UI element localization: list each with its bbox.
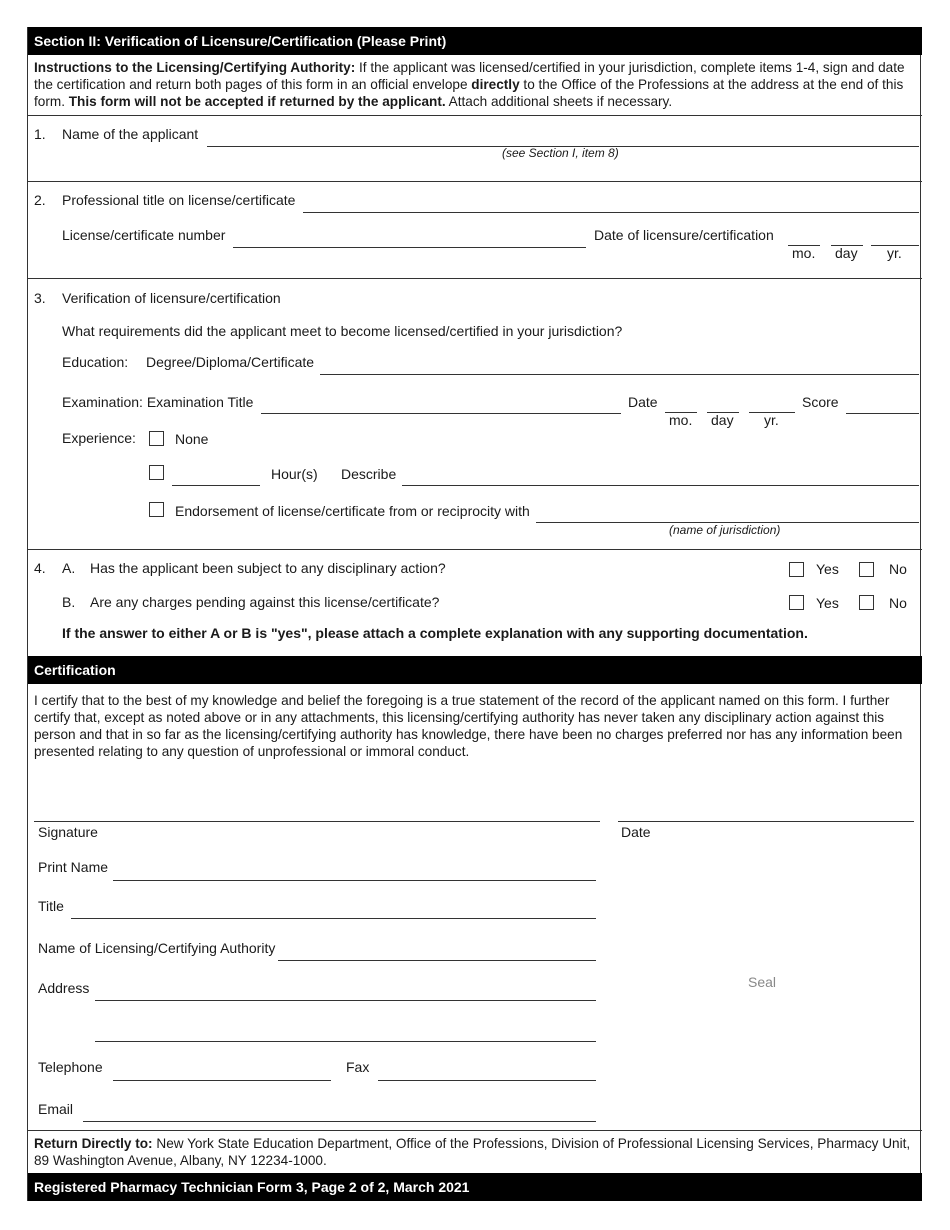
- experience-describe-field[interactable]: [402, 485, 919, 486]
- item3-number: 3.: [34, 290, 46, 306]
- signature-field[interactable]: [34, 821, 600, 822]
- question-b-no-checkbox[interactable]: [859, 595, 874, 610]
- item1-number: 1.: [34, 126, 46, 142]
- exam-score-field[interactable]: [846, 413, 919, 414]
- instructions-text-2: to the Office of the Professions at the address at the end of this form.: [34, 77, 904, 109]
- item1-note: (see Section I, item 8): [502, 146, 619, 160]
- divider: [28, 549, 922, 550]
- title-label: Title: [38, 898, 64, 914]
- telephone-label: Telephone: [38, 1059, 103, 1075]
- signature-date-field[interactable]: [618, 821, 914, 822]
- hours-label: Hour(s): [271, 466, 318, 482]
- email-field[interactable]: [83, 1121, 596, 1122]
- fax-label: Fax: [346, 1059, 370, 1075]
- question-a-no-label: No: [889, 561, 907, 577]
- month-caption: mo.: [669, 412, 693, 428]
- experience-none-label: None: [175, 431, 209, 447]
- authority-field[interactable]: [278, 960, 596, 961]
- day-caption: day: [711, 412, 734, 428]
- professional-title-field[interactable]: [303, 212, 919, 213]
- question-a-text: Has the applicant been subject to any disciplinary action?: [90, 560, 446, 576]
- instructions-warning: This form will not be accepted if returned by the applicant.: [68, 94, 446, 109]
- professional-title-label: Professional title on license/certificate: [62, 192, 296, 208]
- month-caption: mo.: [792, 245, 816, 261]
- year-caption: yr.: [764, 412, 779, 428]
- form-footer: Registered Pharmacy Technician Form 3, Page 2 of 2, March 2021: [28, 1173, 922, 1201]
- experience-label: Experience:: [62, 430, 136, 446]
- exam-title-field[interactable]: [261, 413, 621, 414]
- instructions: [34, 59, 914, 110]
- year-caption: yr.: [887, 245, 902, 261]
- experience-hours-field[interactable]: [172, 485, 260, 486]
- instructions-text-3: Attach additional sheets if necessary.: [445, 94, 673, 109]
- certification-text: I certify that to the best of my knowledge and belief the foregoing is a true statement of the record of the applicant named on this form. I further certify that, except as noted above or in any attachments, this licensing/certifying authority has never taken any disciplinary action against this person and that in so far as the licensing/certifying authority has knowledge, there have been no charges preferred nor has any information been presented relating to any question of unprofessional or immoral conduct.: [34, 693, 903, 759]
- title-field[interactable]: [71, 918, 596, 919]
- address-field-line2[interactable]: [95, 1041, 596, 1042]
- license-number-label: License/certificate number: [62, 227, 226, 243]
- divider: [28, 1130, 922, 1131]
- instructions-directly: directly: [471, 77, 520, 92]
- fax-field[interactable]: [378, 1080, 596, 1081]
- divider: [28, 181, 922, 182]
- day-caption: day: [835, 245, 858, 261]
- experience-none-checkbox[interactable]: [149, 431, 164, 446]
- item3-label: Verification of licensure/certification: [62, 290, 281, 306]
- return-label: Return Directly to:: [34, 1136, 153, 1151]
- form-page: [27, 27, 921, 1201]
- email-label: Email: [38, 1101, 74, 1117]
- question-a-no-checkbox[interactable]: [859, 562, 874, 577]
- licensure-date-label: Date of licensure/certification: [594, 227, 774, 243]
- endorsement-checkbox[interactable]: [149, 502, 164, 517]
- describe-label: Describe: [341, 466, 397, 482]
- question-b-yes-label: Yes: [816, 595, 839, 611]
- question-a-yes-checkbox[interactable]: [789, 562, 804, 577]
- print-name-field[interactable]: [113, 880, 596, 881]
- exam-title-label: Examination: Examination Title: [62, 394, 254, 410]
- print-name-label: Print Name: [38, 859, 109, 875]
- endorsement-label: Endorsement of license/certificate from or reciprocity with: [175, 503, 530, 519]
- experience-hours-checkbox[interactable]: [149, 465, 164, 480]
- authority-label: Name of Licensing/Certifying Authority: [38, 940, 276, 956]
- question-b-no-label: No: [889, 595, 907, 611]
- question-b-yes-checkbox[interactable]: [789, 595, 804, 610]
- item2-number: 2.: [34, 192, 46, 208]
- section-header: Section II: Verification of Licensure/Certification (Please Print): [28, 27, 922, 55]
- return-text: New York State Education Department, Office of the Professions, Division of Professional Licensing Services, Pharmacy Unit, 89 Washington Avenue, Albany, NY 12234-1000.: [34, 1136, 911, 1168]
- exam-score-label: Score: [802, 394, 839, 410]
- license-number-field[interactable]: [233, 247, 586, 248]
- requirements-question: What requirements did the applicant meet to become licensed/certified in your jurisdiction?: [62, 323, 623, 339]
- education-sublabel: Degree/Diploma/Certificate: [146, 354, 315, 370]
- signature-label: Signature: [38, 824, 98, 840]
- date-label: Date: [621, 824, 651, 840]
- exam-date-label: Date: [628, 394, 658, 410]
- item1-label: Name of the applicant: [62, 126, 199, 142]
- education-label: Education:: [62, 354, 129, 370]
- instructions-label: Instructions to the Licensing/Certifying Authority:: [34, 60, 356, 75]
- divider: [28, 115, 922, 116]
- telephone-field[interactable]: [113, 1080, 331, 1081]
- education-field[interactable]: [320, 374, 919, 375]
- disciplinary-note: If the answer to either A or B is "yes", please attach a complete explanation with any supporting documentation.: [62, 625, 808, 641]
- certification-header: Certification: [28, 656, 922, 684]
- instructions-text-1: If the applicant was licensed/certified in your jurisdiction, complete items 1-4, sign and date the certification and return both pages of this form in an official envelope: [34, 60, 905, 92]
- seal-label: Seal: [748, 974, 777, 990]
- item4-number: 4.: [34, 560, 46, 576]
- question-b-letter: B.: [62, 594, 76, 610]
- jurisdiction-note: (name of jurisdiction): [669, 523, 781, 537]
- address-field-line1[interactable]: [95, 1000, 596, 1001]
- question-a-yes-label: Yes: [816, 561, 839, 577]
- question-b-text: Are any charges pending against this license/certificate?: [90, 594, 440, 610]
- divider: [28, 278, 922, 279]
- question-a-letter: A.: [62, 560, 76, 576]
- return-address: [34, 1135, 918, 1169]
- address-label: Address: [38, 980, 90, 996]
